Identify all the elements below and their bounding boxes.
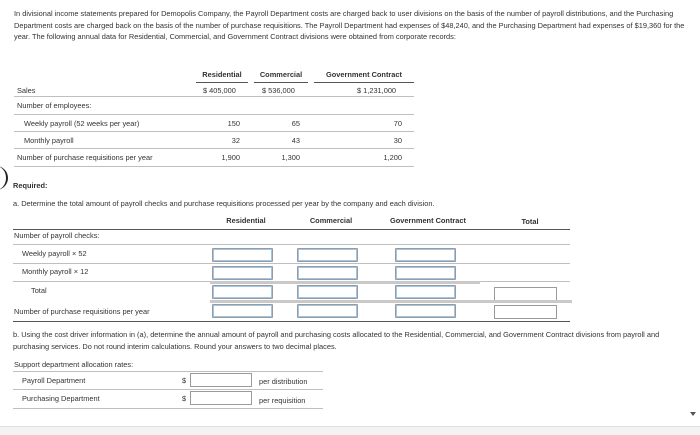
row-divider: [13, 263, 570, 264]
total-bottom-border: [210, 300, 572, 303]
header-government-contract: Government Contract: [326, 70, 402, 79]
cell-weekly-residential: 150: [227, 119, 240, 128]
input-weekly-commercial[interactable]: [297, 248, 358, 262]
currency-payroll-rate: $: [182, 376, 187, 385]
answer-header-total: Total: [521, 217, 539, 226]
cell-weekly-commercial: 65: [291, 119, 300, 128]
required-title: Required:: [13, 181, 48, 190]
answer-row-label-requisitions: Number of purchase requisitions per year: [14, 307, 150, 316]
intro-paragraph: In divisional income statements prepared for Demopolis Company, the Payroll Department costs are charged back to user divisions on the basis of the number of payroll distributions, and the Purchasing Department costs are charged back on the basis of the number of purchase requisitions. The Payroll Department had expenses of $48,240, and the Purchasing Department had expenses of $19,360 for the year. The following annual data for Residential, Commercial, and Government Contract divisions were obtained from corporate records:: [14, 9, 685, 42]
cell-requisitions-commercial: 1,300: [281, 153, 300, 162]
cell-weekly-government: 70: [393, 119, 402, 128]
row-label-monthly-payroll: Monthly payroll: [24, 136, 74, 145]
row-label-employees: Number of employees:: [17, 101, 92, 110]
currency-purchasing-rate: $: [182, 394, 187, 403]
row-divider: [13, 371, 323, 372]
allocation-rates-heading: Support department allocation rates:: [14, 360, 134, 369]
cell-sales-government: $ 1,231,000: [357, 86, 397, 95]
input-requisitions-commercial[interactable]: [297, 304, 358, 318]
scroll-down-icon[interactable]: [690, 412, 696, 416]
row-divider: [14, 96, 414, 97]
part-b-instructions: b. Using the cost driver information in (a), determine the annual amount of payroll and purchasing costs allocated to the Residential, Commercial, and Government Contract divisions from payroll and purchasing services. Do not round interim calculations. Round your answers to two decimal places.: [13, 330, 660, 351]
cell-sales-commercial: $ 536,000: [262, 86, 295, 95]
row-divider: [14, 114, 414, 115]
label-payroll-department: Payroll Department: [22, 376, 86, 385]
input-payroll-rate[interactable]: [190, 373, 252, 387]
input-requisitions-total[interactable]: [494, 305, 557, 319]
header-underline-commercial: [254, 82, 308, 83]
unit-purchasing-rate: per requisition: [259, 396, 306, 405]
cell-requisitions-government: 1,200: [383, 153, 402, 162]
cell-monthly-commercial: 43: [291, 136, 300, 145]
header-underline-residential: [196, 82, 248, 83]
header-residential: Residential: [202, 70, 242, 79]
answer-row-label-weekly: Weekly payroll × 52: [22, 249, 87, 258]
answer-row-label-total: Total: [31, 286, 47, 295]
row-divider: [14, 148, 414, 149]
input-monthly-commercial[interactable]: [297, 266, 358, 280]
answer-header-commercial: Commercial: [309, 216, 353, 225]
input-weekly-government[interactable]: [395, 248, 456, 262]
answer-table-bottom: [13, 321, 570, 322]
row-label-sales: Sales: [17, 86, 36, 95]
row-label-weekly-payroll: Weekly payroll (52 weeks per year): [24, 119, 140, 128]
input-total-payroll-checks[interactable]: [494, 287, 557, 301]
input-requisitions-residential[interactable]: [212, 304, 273, 318]
input-total-residential[interactable]: [212, 285, 273, 299]
unit-payroll-rate: per distribution: [259, 377, 308, 386]
answer-header-underline: [13, 229, 570, 230]
input-weekly-residential[interactable]: [212, 248, 273, 262]
cell-monthly-government: 30: [393, 136, 402, 145]
input-monthly-residential[interactable]: [212, 266, 273, 280]
header-underline-government: [314, 82, 414, 83]
header-commercial: Commercial: [259, 70, 303, 79]
part-a-instructions: a. Determine the total amount of payroll checks and purchase requisitions processed per year by the company and each division.: [13, 199, 435, 208]
cell-requisitions-residential: 1,900: [221, 153, 240, 162]
answer-row-label-monthly: Monthly payroll × 12: [22, 267, 89, 276]
section-bracket: [0, 166, 8, 190]
row-divider: [14, 166, 414, 167]
answer-header-residential: Residential: [226, 216, 266, 225]
row-label-purchase-requisitions: Number of purchase requisitions per year: [17, 153, 153, 162]
label-purchasing-department: Purchasing Department: [22, 394, 100, 403]
row-divider: [13, 389, 323, 390]
row-divider: [13, 244, 570, 245]
answer-header-government: Government Contract: [390, 216, 466, 225]
row-divider: [13, 408, 323, 409]
input-purchasing-rate[interactable]: [190, 391, 252, 405]
input-monthly-government[interactable]: [395, 266, 456, 280]
total-top-border: [210, 281, 480, 284]
cell-sales-residential: $ 405,000: [203, 86, 236, 95]
input-total-commercial[interactable]: [297, 285, 358, 299]
input-requisitions-government[interactable]: [395, 304, 456, 318]
answer-row-label-payroll-checks: Number of payroll checks:: [14, 231, 100, 240]
row-divider: [14, 131, 414, 132]
cell-monthly-residential: 32: [231, 136, 240, 145]
input-total-government[interactable]: [395, 285, 456, 299]
